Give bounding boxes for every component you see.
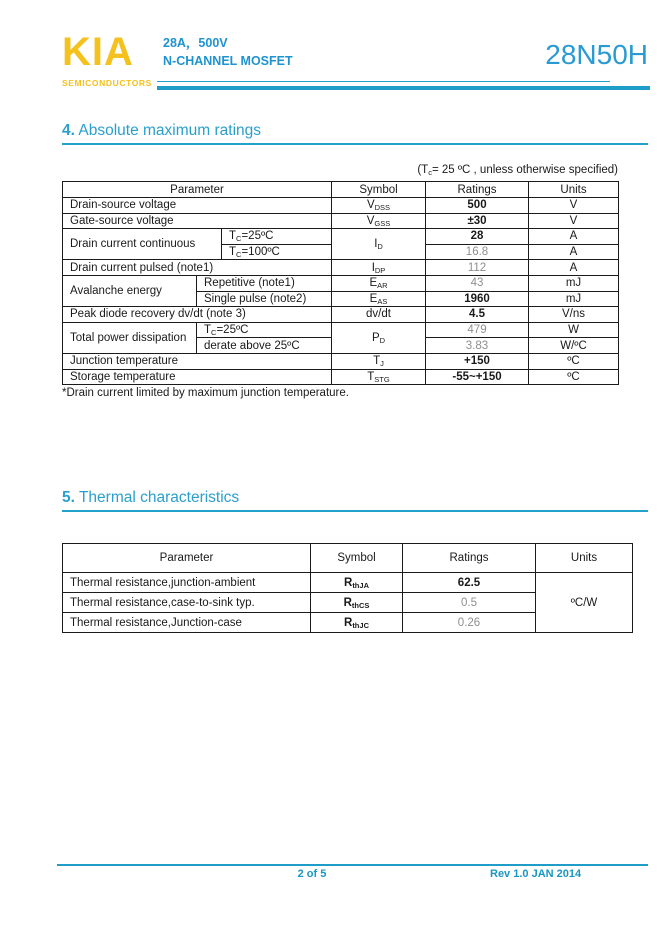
units-header-cell: Units — [536, 544, 633, 573]
unit-cell: ºC — [529, 369, 619, 385]
symbol-subscript: STG — [374, 374, 390, 384]
condition-cell — [222, 229, 332, 245]
param-cell: Thermal resistance,Junction-case — [63, 613, 311, 633]
rating-cell: 3.83 — [426, 338, 529, 354]
symbol-cell — [332, 291, 426, 307]
condition-rest: =25ºC — [216, 324, 249, 337]
symbol-subscript: AS — [377, 296, 388, 306]
unit-cell: W/ºC — [529, 338, 619, 354]
section-4-title-text: Absolute maximum ratings — [74, 122, 262, 139]
param-header-cell: Parameter — [63, 544, 311, 573]
rating-cell: 500 — [426, 198, 529, 214]
table-row — [63, 213, 619, 229]
symbol-subscript: AR — [377, 281, 388, 291]
symbol-subscript: J — [380, 359, 384, 369]
symbol-cell — [311, 613, 403, 633]
section-5-title-text: Thermal characteristics — [74, 489, 240, 506]
param-header-cell: Parameter — [63, 182, 332, 198]
condition-subscript: C — [211, 328, 217, 338]
symbol-subscript: D — [379, 335, 386, 345]
table-row — [63, 307, 619, 323]
param-cell: Avalanche energy — [63, 275, 197, 306]
symbol-subscript: GSS — [374, 218, 391, 228]
symbol-subscript: D — [377, 242, 383, 252]
symbol-cell — [332, 198, 426, 214]
symbol-cell — [332, 353, 426, 369]
symbol-cell — [332, 213, 426, 229]
param-cell: Drain current pulsed (note1) — [63, 260, 332, 276]
device-spec-block — [163, 36, 293, 69]
unit-cell: A — [529, 229, 619, 245]
rating-cell: 112 — [426, 260, 529, 276]
condition-subscript: C — [236, 234, 242, 244]
unit-cell: ºC/W — [536, 573, 633, 633]
thermal-characteristics-table — [62, 543, 633, 633]
condition-cell: Repetitive (note1) — [197, 275, 332, 291]
condition-subscript: C — [236, 250, 242, 260]
condition-rest: =25ºC — [241, 230, 274, 243]
unit-cell: V — [529, 213, 619, 229]
section-5-heading — [62, 489, 648, 512]
symbol-header-cell: Symbol — [332, 182, 426, 198]
brand-logo: KIA — [62, 30, 134, 74]
table-row — [63, 573, 633, 593]
symbol-base: R — [344, 616, 353, 629]
symbol-subscript: DP — [374, 265, 386, 275]
rating-cell: 62.5 — [403, 573, 536, 593]
table-row — [63, 229, 619, 245]
symbol-cell — [332, 322, 426, 353]
condition-base: T — [229, 230, 237, 243]
caption-pre: (T — [417, 164, 429, 176]
condition-cell: derate above 25ºC — [197, 338, 332, 354]
rating-cell: 43 — [426, 275, 529, 291]
unit-cell: W — [529, 322, 619, 338]
spec-line-current-voltage: 28A，500V — [163, 36, 228, 50]
param-cell: Thermal resistance,case-to-sink typ. — [63, 593, 311, 613]
footer-rule — [57, 864, 648, 866]
symbol-cell — [311, 593, 403, 613]
table-row — [63, 322, 619, 338]
section-4-title — [62, 122, 648, 139]
table-header-row — [63, 182, 619, 198]
symbol-base: R — [344, 576, 353, 589]
param-cell: Total power dissipation — [63, 322, 197, 353]
table-row — [63, 260, 619, 276]
rating-cell: 0.26 — [403, 613, 536, 633]
header-rule-thick — [157, 86, 650, 90]
param-cell: Storage temperature — [63, 369, 332, 385]
abs-max-ratings-table — [62, 181, 619, 385]
symbol-cell — [311, 573, 403, 593]
param-cell: Thermal resistance,junction-ambient — [63, 573, 311, 593]
rating-cell: 4.5 — [426, 307, 529, 323]
symbol-base: T — [367, 370, 375, 383]
symbol-base: I — [374, 238, 378, 251]
symbol-cell — [332, 275, 426, 291]
section-5-title — [62, 489, 648, 506]
section-5-number: 5. — [62, 489, 75, 506]
symbol-base: R — [343, 596, 352, 609]
rating-cell: 1960 — [426, 291, 529, 307]
ratings-header-cell: Ratings — [403, 544, 536, 573]
section-5-underline — [62, 510, 648, 512]
brand-block — [62, 30, 152, 88]
symbol-subscript: DSS — [374, 203, 391, 213]
section-4-underline — [62, 143, 648, 145]
table-header-row — [63, 544, 633, 573]
table-row — [63, 353, 619, 369]
unit-cell: A — [529, 260, 619, 276]
table-footnote: *Drain current limited by maximum junction temperature. — [62, 387, 349, 399]
header-rule-thin — [157, 81, 610, 82]
symbol-base: P — [371, 331, 380, 344]
unit-cell: A — [529, 244, 619, 260]
rating-cell: 479 — [426, 322, 529, 338]
ratings-header-cell: Ratings — [426, 182, 529, 198]
caption-post: = 25 ºC , unless otherwise specified) — [431, 164, 618, 176]
table-conditions-caption — [62, 164, 618, 176]
unit-cell: V/ns — [529, 307, 619, 323]
symbol-cell — [332, 369, 426, 385]
section-4-number: 4. — [62, 122, 75, 139]
unit-cell: mJ — [529, 291, 619, 307]
param-cell: Drain current continuous — [63, 229, 222, 260]
rating-cell: 28 — [426, 229, 529, 245]
rating-cell: +150 — [426, 353, 529, 369]
rating-cell: 0.5 — [403, 593, 536, 613]
param-cell: Junction temperature — [63, 353, 332, 369]
condition-cell — [197, 322, 332, 338]
condition-base: T — [229, 246, 237, 259]
table-row — [63, 275, 619, 291]
page-number: 2 of 5 — [297, 868, 327, 880]
symbol-base: E — [369, 277, 378, 290]
symbol-cell — [332, 260, 426, 276]
unit-cell: V — [529, 198, 619, 214]
caption-sub: c — [428, 168, 432, 177]
condition-cell — [222, 244, 332, 260]
section-4-heading — [62, 122, 648, 145]
table-row — [63, 369, 619, 385]
symbol-base: V — [366, 199, 375, 212]
param-cell: Gate-source voltage — [63, 213, 332, 229]
symbol-subscript: thCS — [351, 600, 370, 610]
condition-cell: Single pulse (note2) — [197, 291, 332, 307]
symbol-base: V — [366, 214, 375, 227]
table-row — [63, 198, 619, 214]
param-cell: Peak diode recovery dv/dt (note 3) — [63, 307, 332, 323]
symbol-header-cell: Symbol — [311, 544, 403, 573]
units-header-cell: Units — [529, 182, 619, 198]
symbol-base: E — [369, 292, 378, 305]
symbol-subscript: thJC — [352, 620, 369, 630]
symbol-base: T — [373, 355, 381, 368]
symbol-base: I — [371, 261, 375, 274]
spec-line-device-type: N-CHANNEL MOSFET — [163, 54, 293, 68]
symbol-cell: dv/dt — [332, 307, 426, 323]
rating-cell: -55~+150 — [426, 369, 529, 385]
part-number: 28N50H — [545, 39, 648, 70]
brand-sub-label: SEMICONDUCTORS — [62, 78, 152, 88]
symbol-cell — [332, 229, 426, 260]
revision-label: Rev 1.0 JAN 2014 — [490, 868, 582, 880]
condition-rest: =100ºC — [241, 246, 280, 259]
symbol-subscript: thJA — [352, 580, 369, 590]
unit-cell: mJ — [529, 275, 619, 291]
param-cell: Drain-source voltage — [63, 198, 332, 214]
condition-base: T — [204, 324, 212, 337]
rating-cell: ±30 — [426, 213, 529, 229]
rating-cell: 16.8 — [426, 244, 529, 260]
unit-cell: ºC — [529, 353, 619, 369]
